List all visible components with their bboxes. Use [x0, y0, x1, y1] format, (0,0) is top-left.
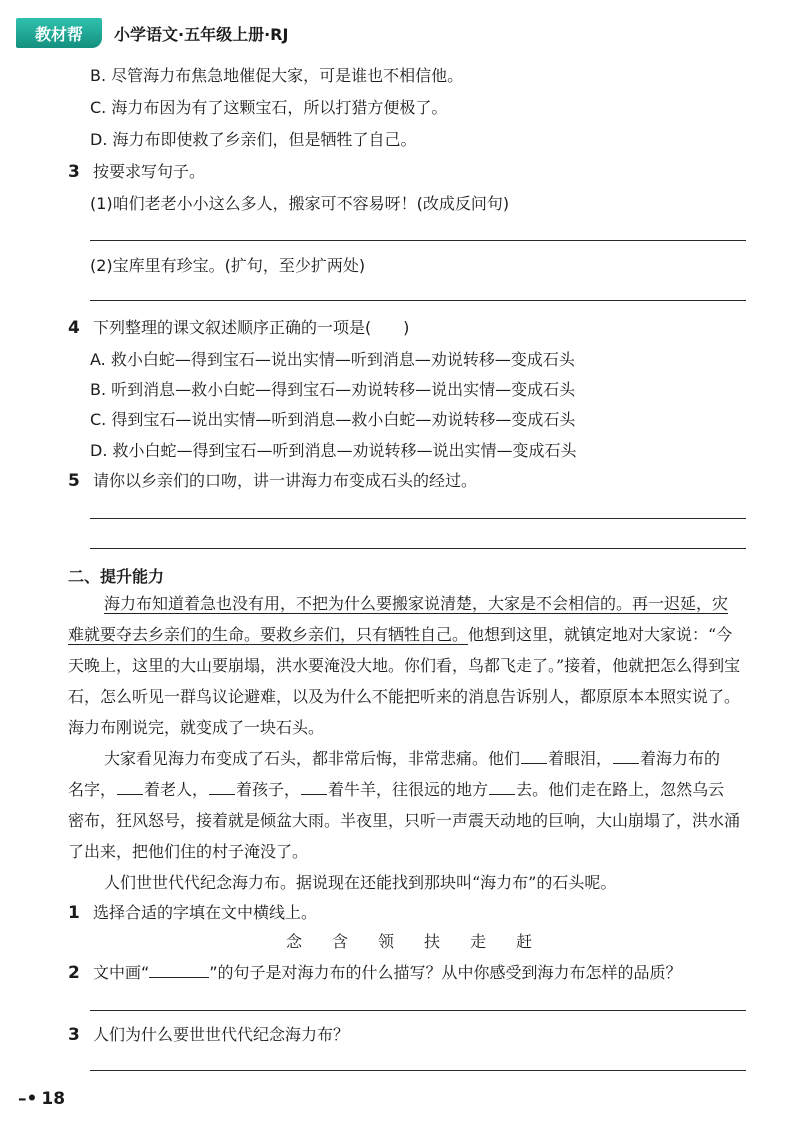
answer-line[interactable]: [90, 548, 746, 549]
character-choices: [286, 932, 562, 952]
q2-option-d: D. 海力布即使救了乡亲们，但是牺牲了自己。: [90, 130, 417, 149]
answer-line[interactable]: [90, 1010, 746, 1011]
page-marker-icon: –•: [18, 1089, 38, 1109]
question-prompt: 人们为什么要世世代代纪念海力布？: [92, 1025, 349, 1044]
q4-option-d: D. 救小白蛇—得到宝石—听到消息—劝说转移—说出实情—变成石头: [90, 441, 577, 460]
underlined-sentence: 海力布知道着急也没有用，不把为什么要搬家说清楚，大家是不会相信的。再一迟延，灾: [104, 594, 729, 613]
question-prompt: 选择合适的字填在文中横线上。: [92, 903, 317, 922]
underline-mark: [149, 963, 209, 978]
fill-blank[interactable]: [521, 749, 547, 764]
question-prompt: 文中画“: [92, 963, 150, 982]
passage-text: 着眼泪，: [548, 749, 613, 768]
question-prompt: 下列整理的课文叙述顺序正确的一项是( ): [92, 318, 410, 337]
s2-question-1: [68, 903, 317, 923]
question-prompt: ”的句子是对海力布的什么描写？从中你感受到海力布怎样的品质？: [209, 963, 682, 982]
passage-line: [104, 594, 728, 614]
question-number: 4: [68, 318, 80, 338]
question-number: 2: [68, 963, 80, 983]
passage-line: [68, 780, 724, 800]
passage-line: 密布，狂风怒号，接着就是倾盆大雨。半夜里，只听一声震天动地的巨响，大山崩塌了，洪水涌: [68, 811, 741, 830]
q4-option-a: A. 救小白蛇—得到宝石—说出实情—听到消息—劝说转移—变成石头: [90, 350, 575, 369]
s2-question-3: [68, 1025, 349, 1045]
underlined-sentence: 难就要夺去乡亲们的生命。要救乡亲们，只有牺牲自己。: [68, 625, 469, 644]
passage-line: 了出来，把他们住的村子淹没了。: [68, 842, 309, 861]
publisher-logo: 教材帮: [16, 18, 102, 48]
answer-line[interactable]: [90, 240, 746, 241]
passage-line: [104, 749, 720, 769]
q4-option-b: B. 听到消息—救小白蛇—得到宝石—劝说转移—说出实情—变成石头: [90, 380, 576, 399]
fill-blank[interactable]: [489, 780, 515, 795]
passage-text: 着老人，: [144, 780, 209, 799]
answer-line[interactable]: [90, 518, 746, 519]
passage-text: 去。他们走在路上，忽然乌云: [516, 780, 725, 799]
question-3: [68, 162, 205, 182]
q4-option-c: C. 得到宝石—说出实情—听到消息—救小白蛇—劝说转移—变成石头: [90, 410, 576, 429]
question-number: 1: [68, 903, 80, 923]
fill-blank[interactable]: [209, 780, 235, 795]
passage-text: 着海力布的: [640, 749, 721, 768]
fill-blank[interactable]: [117, 780, 143, 795]
passage-text: 着牛羊，往很远的地方: [328, 780, 489, 799]
passage-line: [68, 625, 732, 645]
fill-blank[interactable]: [301, 780, 327, 795]
page-number: [18, 1089, 65, 1109]
question-prompt: 请你以乡亲们的口吻，讲一讲海力布变成石头的经过。: [92, 471, 477, 490]
question-prompt: 按要求写句子。: [92, 162, 205, 181]
passage-line: 人们世世代代纪念海力布。据说现在还能找到那块叫“海力布”的石头呢。: [104, 873, 617, 892]
passage-text: 他想到这里，就镇定地对大家说：“今: [468, 625, 733, 644]
passage-text: 着孩子，: [236, 780, 301, 799]
passage-text: 名字，: [68, 780, 117, 799]
question-4: [68, 318, 409, 338]
question-5: [68, 471, 477, 491]
section-title: 二、提升能力: [68, 567, 165, 586]
fill-blank[interactable]: [613, 749, 639, 764]
question-number: 3: [68, 162, 80, 182]
s2-question-2: [68, 963, 682, 983]
passage-line: 海力布刚说完，就变成了一块石头。: [68, 718, 325, 737]
q2-option-c: C. 海力布因为有了这颗宝石，所以打猎方便极了。: [90, 98, 448, 117]
answer-line[interactable]: [90, 300, 746, 301]
passage-text: 大家看见海力布变成了石头，都非常后悔，非常悲痛。他们: [104, 749, 521, 768]
question-number: 5: [68, 471, 80, 491]
q2-option-b: B. 尽管海力布焦急地催促大家，可是谁也不相信他。: [90, 66, 464, 85]
choice-char: 念: [286, 932, 303, 951]
answer-line[interactable]: [90, 1070, 746, 1071]
question-number: 3: [68, 1025, 80, 1045]
choice-char: 领: [378, 932, 395, 951]
choice-char: 扶: [424, 932, 441, 951]
choice-char: 走: [470, 932, 487, 951]
choice-char: 含: [332, 932, 349, 951]
passage-line: 天晚上，这里的大山要崩塌，洪水要淹没大地。你们看，鸟都飞走了。”接着，他就把怎么得到宝: [68, 656, 741, 675]
book-title: 小学语文·五年级上册·RJ: [114, 25, 289, 44]
q3-sub2: (2)宝库里有珍宝。(扩句，至少扩两处): [90, 256, 366, 275]
q3-sub1: (1)咱们老老小小这么多人，搬家可不容易呀！(改成反问句): [90, 194, 510, 213]
choice-char: 赶: [516, 932, 533, 951]
page-number-text: 18: [41, 1089, 66, 1109]
passage-line: 石，怎么听见一群鸟议论避难，以及为什么不能把听来的消息告诉别人，都原原本本照实说了。: [68, 687, 741, 706]
